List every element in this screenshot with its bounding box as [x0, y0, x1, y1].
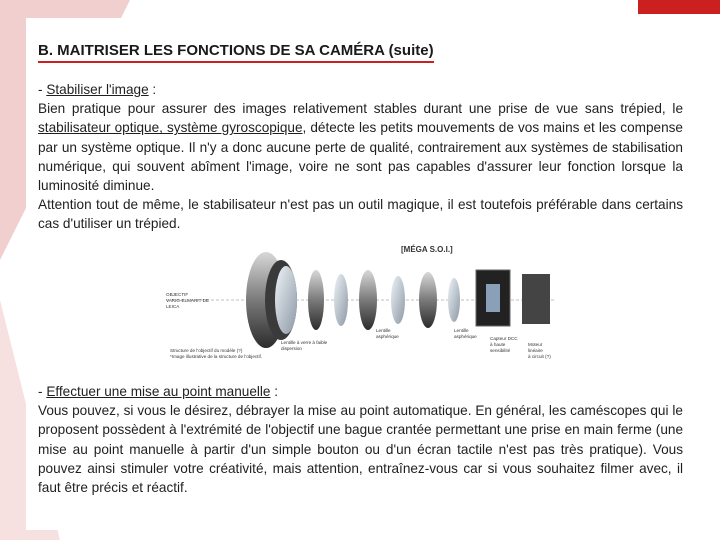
corner-accent	[638, 0, 720, 14]
heading-stabiliser: Stabiliser l'image	[46, 82, 149, 97]
section-heading: - Effectuer une mise au point manuelle :	[38, 384, 279, 399]
paragraph: Vous pouvez, si vous le désirez, débrayer la mise au point automatique. En général, les caméscopes qui le proposent possèdent à l'extrémité de l'objectif une bague crantée permettant une prise en main ferme (une mise au point manuelle à partir d'un simple bouton ou d'un écran tactile n'est pas très pratique). Vous pouvez ainsi stimuler votre créativité, mais attention, entraînez-vous car si vous souhaitez filmer avec, il faut être précis et réactif.	[38, 403, 683, 496]
figure-header: [MÉGA S.O.I.]	[401, 245, 453, 254]
label-objectif: OBJECTIF VARIO-ELMARIT DE LEICA	[166, 292, 209, 309]
paragraph: Bien pratique pour assurer des images relativement stables durant une prise de vue sans trépied, le stabilisateur optique, système gyroscopique, détecte les petits mouvements de vos mains et les compense par un système optique. Il n'y a donc aucune perte de qualité, contrairement aux systèmes de stabilisation numérique, qui souvent abîment l'image, voire ne sont pas capables d'assurer leur fonction lorsque la luminosité diminue.	[38, 101, 683, 194]
label-moteur: Moteur linéaire à circuit (?)	[528, 342, 551, 359]
label-lentille-faible-dispersion: Lentille à verre à faible dispersion	[281, 340, 328, 351]
figure-caption: Structure de l'objectif du modèle (?) *Image illustrative de la structure de l'objectif.	[170, 348, 263, 359]
label-lentille-aspherique-1: Lentille asphérique	[376, 328, 399, 339]
stabilisateur-link[interactable]: stabilisateur optique, système gyroscopique	[38, 120, 303, 136]
section-stabiliser	[38, 80, 683, 234]
lens-structure-figure	[136, 240, 566, 366]
section-mise-au-point	[38, 382, 683, 497]
heading-mise-au-point: Effectuer une mise au point manuelle	[46, 384, 271, 399]
paragraph: Attention tout de même, le stabilisateur n'est pas un outil magique, il est toutefois préférable dans certains cas d'utiliser un trépied.	[38, 197, 683, 232]
label-lentille-aspherique-2: Lentille asphérique	[454, 328, 477, 339]
slide	[26, 18, 696, 530]
title-underline	[38, 61, 434, 63]
section-heading: - Stabiliser l'image :	[38, 82, 157, 97]
slide-title: B. MAITRISER LES FONCTIONS DE SA CAMÉRA (suite)	[38, 42, 434, 59]
label-capteur: Capteur DCC à haute sensibilité	[490, 336, 518, 353]
